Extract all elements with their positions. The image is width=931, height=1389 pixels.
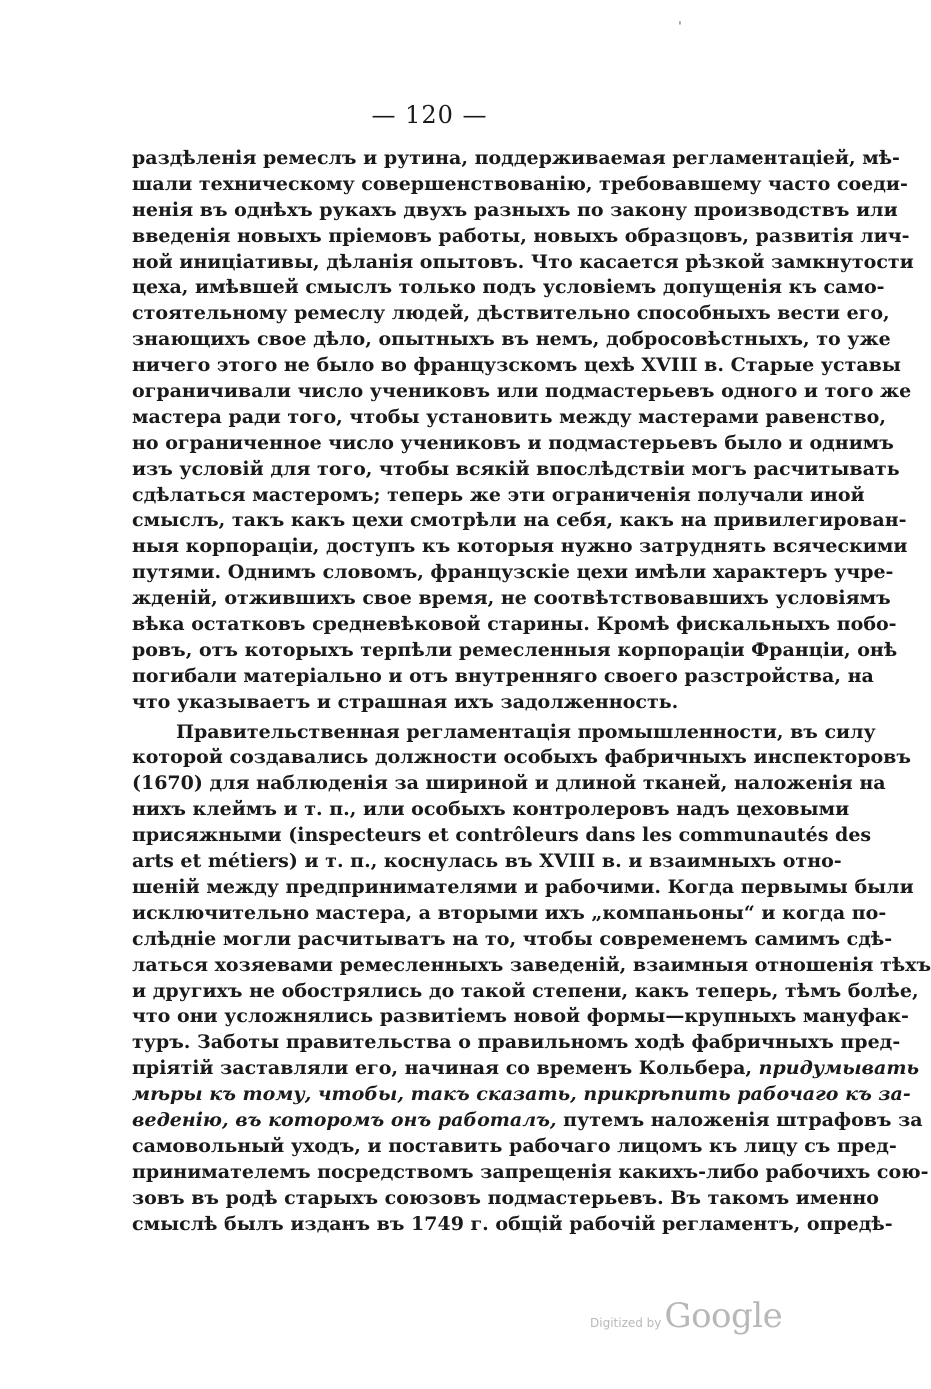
text-line: исключительно мастера, а вторыми ихъ „компаньоны“ и когда по-	[132, 901, 887, 924]
text-line: туръ. Заботы правительства о правильномъ ходѣ фабричныхъ пред-	[132, 1031, 901, 1054]
text-line: погибали матеріально и отъ внутренняго своего разстройства, на	[132, 664, 874, 687]
text-line: что указываетъ и страшная ихъ задолженность.	[132, 690, 679, 713]
text-line: ограничивали число учениковъ или подмастерьевъ одного и того же	[132, 380, 912, 403]
text-line: латься хозяевами ремесленныхъ заведеній, взаимныя отношенія тѣхъ	[132, 953, 931, 976]
text-line: arts et métiers) и т. п., коснулась въ XVIII в. и взаимныхъ отно-	[132, 850, 842, 873]
text-line: Правительственная регламентація промышленности, въ силу	[176, 720, 876, 743]
text-line: жденій, отжившихъ свое время, не соотвѣтствовавшихъ условіямъ	[132, 587, 891, 610]
text-line: ныя корпораціи, доступъ къ которыя нужно затруднять всяческими	[132, 535, 908, 558]
text-line: присяжными (inspecteurs et contrôleurs dans les communautés des	[132, 824, 872, 847]
paragraph-1	[132, 146, 914, 716]
text-line: мастера ради того, чтобы установить между мастерами равенство,	[132, 405, 886, 428]
text-line: принимателемъ посредствомъ запрещенія какихъ-либо рабочихъ сою-	[132, 1160, 929, 1183]
text-line: смыслѣ былъ изданъ въ 1749 г. общій рабочій регламентъ, опредѣ-	[132, 1212, 893, 1235]
text-line: шали техническому совершенствованію, требовавшему часто соеди-	[132, 172, 908, 195]
watermark-logo: Google	[664, 1296, 783, 1336]
text-line: самовольный уходъ, и поставить рабочаго лицомъ къ лицу съ пред-	[132, 1134, 897, 1157]
scan-mark: ˈ	[678, 20, 682, 36]
text-line: путями. Однимъ словомъ, французскіе цехи имѣли характеръ учре-	[132, 561, 894, 584]
text-line: шеній между предпринимателями и рабочими. Когда первымы были	[132, 875, 914, 898]
text-line: которой создавались должности особыхъ фабричныхъ инспекторовъ	[132, 746, 911, 769]
text-line: ной иниціативы, дѣланія опытовъ. Что касается рѣзкой замкнутости	[132, 250, 914, 273]
text-line: изъ условій для того, чтобы всякій впослѣдствіи могъ расчитывать	[132, 457, 900, 480]
text-line: зовъ въ родѣ старыхъ союзовъ подмастерьевъ. Въ такомъ именно	[132, 1186, 879, 1209]
paragraph-2	[132, 720, 931, 1057]
text-line-italic: мѣры къ тому, чтобы, такъ сказать, прикрѣпить рабочаго къ за-	[132, 1083, 911, 1106]
text-line: ничего этого не было во французскомъ цехѣ XVIII в. Старые уставы	[132, 354, 901, 377]
google-watermark	[590, 1296, 782, 1336]
paragraph-2-end	[132, 1134, 929, 1238]
text-line: вѣка остатковъ средневѣковой старины. Кромѣ фискальныхъ побо-	[132, 613, 897, 636]
text-line: введенія новыхъ пріемовъ работы, новыхъ образцовъ, развитія лич-	[132, 224, 910, 247]
text-line: но ограниченное число учениковъ и подмастерьевъ было и однимъ	[132, 431, 894, 454]
text-line: смыслъ, такъ какъ цехи смотрѣли на себя, какъ на привилегирован-	[132, 509, 907, 532]
text-line: нихъ клеймъ и т. п., или особыхъ контролеровъ надъ цеховыми	[132, 798, 850, 821]
text-line: раздѣленія ремеслъ и рутина, поддерживаемая регламентаціей, мѣ-	[132, 147, 900, 169]
text-line: ровъ, отъ которыхъ терпѣли ремесленныя корпораціи Франціи, онѣ	[132, 638, 898, 661]
text-line: и другихъ не обострялись до такой степени, какъ теперь, тѣмъ болѣе,	[132, 979, 919, 1002]
text-line: (1670) для наблюденія за шириной и длиной тканей, наложенія на	[132, 772, 886, 795]
text-line: знающихъ свое дѣло, опытныхъ въ немъ, добросовѣстныхъ, то уже	[132, 328, 891, 351]
page-number: — 120 —	[371, 101, 488, 129]
text-line: слѣдніе могли расчитыватъ на то, чтобы современемъ самимъ сдѣ-	[132, 927, 893, 950]
text-line: что они усложнялись развитіемъ новой формы—крупныхъ мануфак-	[132, 1005, 909, 1028]
text-line: цеха, имѣвшей смыслъ только подъ условіемъ допущенія къ само-	[132, 276, 885, 299]
text-line: стоятельному ремеслу людей, дѣствительно способныхъ вести его,	[132, 302, 890, 325]
body-text	[132, 146, 931, 1237]
text-line-mixed: веденію, въ которомъ онъ работалъ, путемъ наложенія штрафовъ за	[132, 1108, 923, 1131]
watermark-prefix: Digitized by	[590, 1316, 662, 1330]
text-line: сдѣлаться мастеромъ; теперь же эти ограниченія получали иной	[132, 483, 865, 506]
text-line: ненія въ однѣхъ рукахъ двухъ разныхъ по закону производствъ или	[132, 198, 898, 221]
text-line-italic-tail: пріятій заставляли его, начиная со временъ Кольбера, придумывать	[132, 1057, 919, 1080]
